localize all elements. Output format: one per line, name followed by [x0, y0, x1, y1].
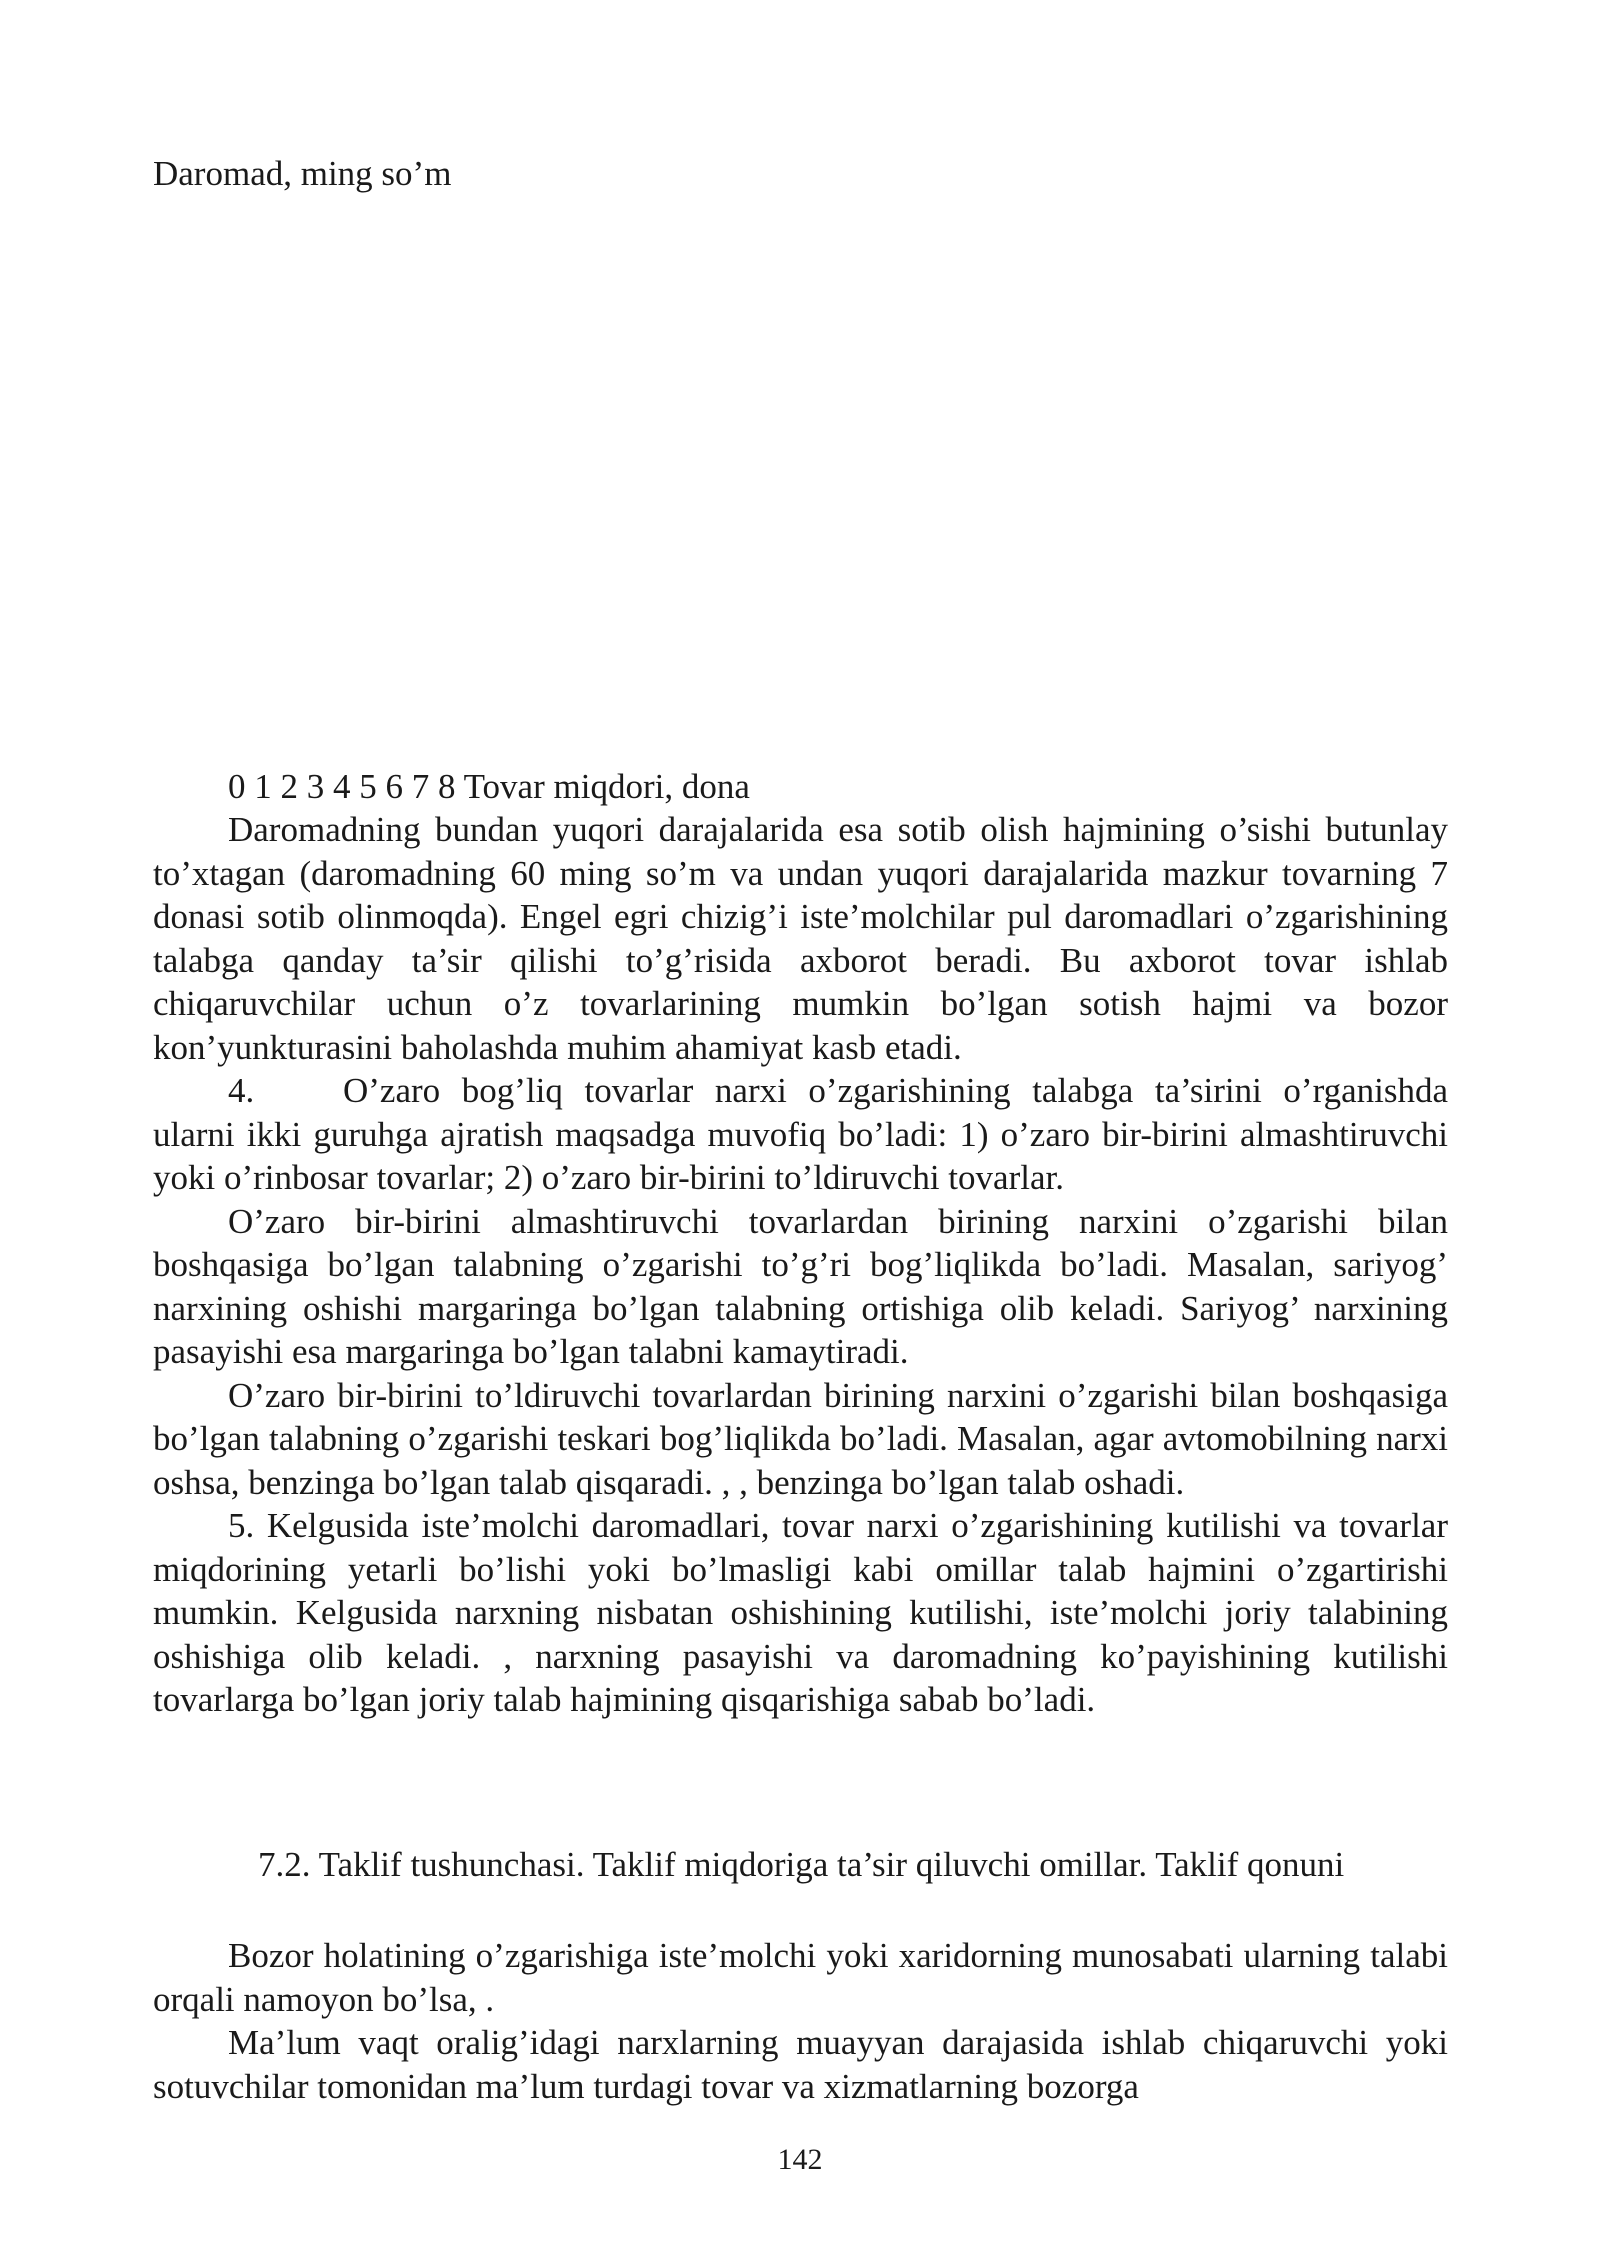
figure-y-axis-label: Daromad, ming so’m — [153, 154, 452, 193]
paragraph: O’zaro bir-birini almashtiruvchi tovarlardan birining narxini o’zgarishi bilan boshqasiga bo’lgan talabning o’zgarishi to’g’ri bog’liqlikda bo’ladi. Masalan, sariyog’ narxining oshishi margaringa bo’lgan talabning ortishiga olib keladi. Sariyog’ narxining pasayishi esa margaringa bo’lgan talabni kamaytiradi. — [153, 1201, 1448, 1371]
paragraph: Daromadning bundan yuqori darajalarida esa sotib olish hajmining o’sishi butunlay to’xtagan (daromadning 60 ming so’m va undan yuqori darajalarida mazkur tovarning 7 donasi sotib olinmoqda). Engel egri chizig’i iste’molchilar pul daromadlari o’zgarishining talabga qanday ta’sir qilishi to’g’risida axborot beradi. Bu axborot tovar ishlab chiqaruvchilar uchun o’z tovarlarining mumkin bo’lgan sotish hajmi va bozor kon’yunkturasini baholashda muhim ahamiyat kasb etadi. — [153, 810, 1448, 1067]
section-body-text — [153, 1934, 1448, 2108]
paragraph: O’zaro bir-birini to’ldiruvchi tovarlardan birining narxini o’zgarishi bilan boshqasiga bo’lgan talabning o’zgarishi teskari bog’liqlikda bo’ladi. Masalan, agar avtomobilning narxi oshsa, benzinga bo’lgan talab qisqaradi. , , benzinga bo’lgan talab oshadi. — [153, 1375, 1448, 1502]
figure-x-axis-line: 0 1 2 3 4 5 6 7 8 Tovar miqdori, dona — [228, 767, 750, 806]
section-heading: 7.2. Taklif tushunchasi. Taklif miqdoriga ta’sir qiluvchi omillar. Taklif qonuni — [258, 1845, 1345, 1884]
list-number: 4. — [228, 1071, 255, 1110]
paragraph: Ma’lum vaqt oralig’idagi narxlarning muayyan darajasida ishlab chiqaruvchi yoki sotuvchilar tomonidan ma’lum turdagi tovar va xizmatlarning bozorga — [153, 2023, 1448, 2106]
body-text — [153, 808, 1448, 1722]
numbered-paragraph-text: O’zaro bog’liq tovarlar narxi o’zgarishining talabga ta’sirini o’rganishda ularni ikki guruhga ajratish maqsadga muvofiq bo’ladi: 1) o’zaro bir-birini almashtiruvchi yoki o’rinbosar tovarlar; 2) o’zaro bir-birini to’ldiruvchi tovarlar. — [153, 1071, 1448, 1197]
paragraph: 5. Kelgusida iste’molchi daromadlari, tovar narxi o’zgarishining kutilishi va tovarlar miqdorining yetarli bo’lishi yoki bo’lmasligi kabi omillar talab hajmini o’zgartirishi mumkin. Kelgusida narxning nisbatan oshishining kutilishi, iste’molchi joriy talabining oshishiga olib keladi. , narxning pasayishi va daromadning ko’payishining kutilishi tovarlarga bo’lgan joriy talab hajmining qisqarishiga sabab bo’ladi. — [153, 1506, 1448, 1719]
paragraph: Bozor holatining o’zgarishiga iste’molchi yoki xaridorning munosabati ularning talabi orqali namoyon bo’lsa, . — [153, 1936, 1448, 2019]
page-number: 142 — [777, 2143, 823, 2176]
numbered-paragraph — [153, 1069, 1448, 1200]
